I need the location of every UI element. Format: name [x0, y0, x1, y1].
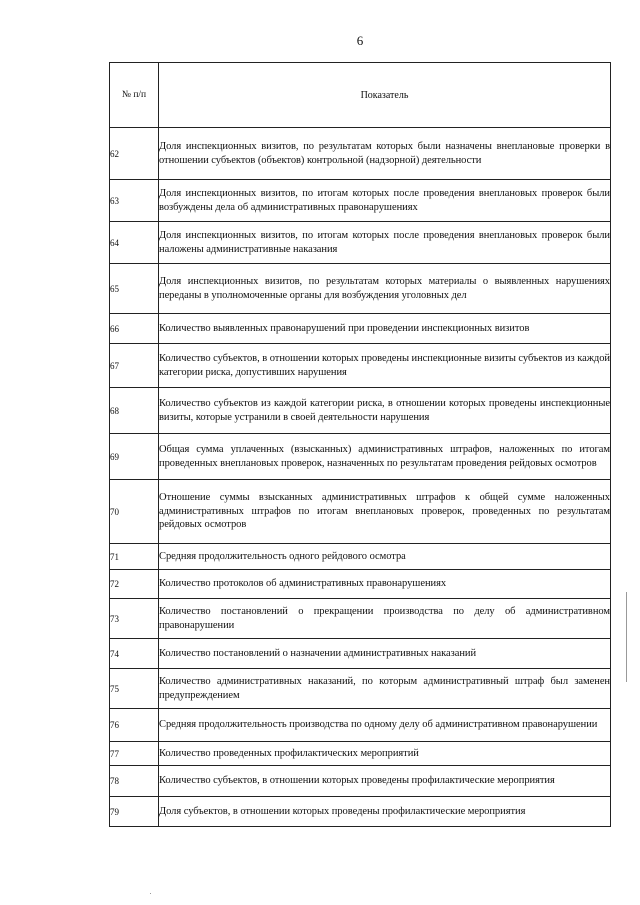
row-indicator: Доля субъектов, в отношении которых проведены профилактические мероприятия [159, 797, 611, 827]
row-indicator: Доля инспекционных визитов, по итогам которых после проведения внеплановых проверок были наложены административные наказания [159, 222, 611, 264]
table-row [110, 222, 611, 264]
row-indicator: Средняя продолжительность одного рейдового осмотра [159, 544, 611, 570]
row-indicator: Отношение суммы взысканных административных штрафов к общей сумме наложенных административных штрафов по итогам внеплановых проверок, проведенных по результатам рейдовых осмотров [159, 480, 611, 544]
row-number: 72 [110, 570, 159, 599]
row-indicator: Общая сумма уплаченных (взысканных) административных штрафов, наложенных по итогам проведенных внеплановых проверок, назначенных по результатам проведения рейдовых осмотров [159, 434, 611, 480]
row-indicator: Доля инспекционных визитов, по результатам которых были назначены внеплановые проверки в отношении субъектов (объектов) контрольной (надзорной) деятельности [159, 128, 611, 180]
row-number: 66 [110, 314, 159, 344]
row-number: 62 [110, 128, 159, 180]
row-number: 67 [110, 344, 159, 388]
column-header-number: № п/п [110, 63, 159, 128]
row-number: 71 [110, 544, 159, 570]
row-number: 69 [110, 434, 159, 480]
column-header-indicator: Показатель [159, 63, 611, 128]
row-number: 77 [110, 742, 159, 766]
table-body [110, 128, 611, 827]
table-row [110, 766, 611, 797]
table-row [110, 388, 611, 434]
row-number: 74 [110, 639, 159, 669]
table-row [110, 128, 611, 180]
table-row [110, 639, 611, 669]
row-number: 76 [110, 709, 159, 742]
row-indicator: Количество постановлений о назначении административных наказаний [159, 639, 611, 669]
row-number: 63 [110, 180, 159, 222]
row-indicator: Количество постановлений о прекращении производства по делу об административном правонарушении [159, 599, 611, 639]
row-number: 79 [110, 797, 159, 827]
table-row [110, 570, 611, 599]
table-header-row [110, 63, 611, 128]
scan-artifact-dot [150, 893, 151, 894]
row-indicator: Средняя продолжительность производства по одному делу об административном правонарушении [159, 709, 611, 742]
table-row [110, 344, 611, 388]
row-number: 75 [110, 669, 159, 709]
row-number: 64 [110, 222, 159, 264]
row-indicator: Количество выявленных правонарушений при проведении инспекционных визитов [159, 314, 611, 344]
indicators-table [109, 62, 611, 827]
table-row [110, 544, 611, 570]
row-number: 78 [110, 766, 159, 797]
scan-artifact-line [626, 592, 627, 682]
row-indicator: Количество субъектов из каждой категории риска, в отношении которых проведены инспекционные визиты, которые устранили в своей деятельности нарушения [159, 388, 611, 434]
table-row [110, 180, 611, 222]
table-row [110, 264, 611, 314]
table-row [110, 314, 611, 344]
row-number: 65 [110, 264, 159, 314]
page-number: 6 [356, 33, 364, 48]
table-row [110, 742, 611, 766]
row-number: 68 [110, 388, 159, 434]
table-row [110, 797, 611, 827]
row-number: 73 [110, 599, 159, 639]
row-indicator: Количество субъектов, в отношении которых проведены инспекционные визиты субъектов из каждой категории риска, допустивших нарушения [159, 344, 611, 388]
table-row [110, 669, 611, 709]
row-indicator: Доля инспекционных визитов, по результатам которых материалы о выявленных нарушениях переданы в уполномоченные органы для возбуждения уголовных дел [159, 264, 611, 314]
table-row [110, 434, 611, 480]
row-indicator: Количество субъектов, в отношении которых проведены профилактические мероприятия [159, 766, 611, 797]
row-indicator: Количество проведенных профилактических мероприятий [159, 742, 611, 766]
row-indicator: Доля инспекционных визитов, по итогам которых после проведения внеплановых проверок были возбуждены дела об административных правонарушениях [159, 180, 611, 222]
table-row [110, 599, 611, 639]
table-row [110, 480, 611, 544]
row-indicator: Количество протоколов об административных правонарушениях [159, 570, 611, 599]
row-indicator: Количество административных наказаний, по которым административный штраф был заменен предупреждением [159, 669, 611, 709]
table-row [110, 709, 611, 742]
row-number: 70 [110, 480, 159, 544]
